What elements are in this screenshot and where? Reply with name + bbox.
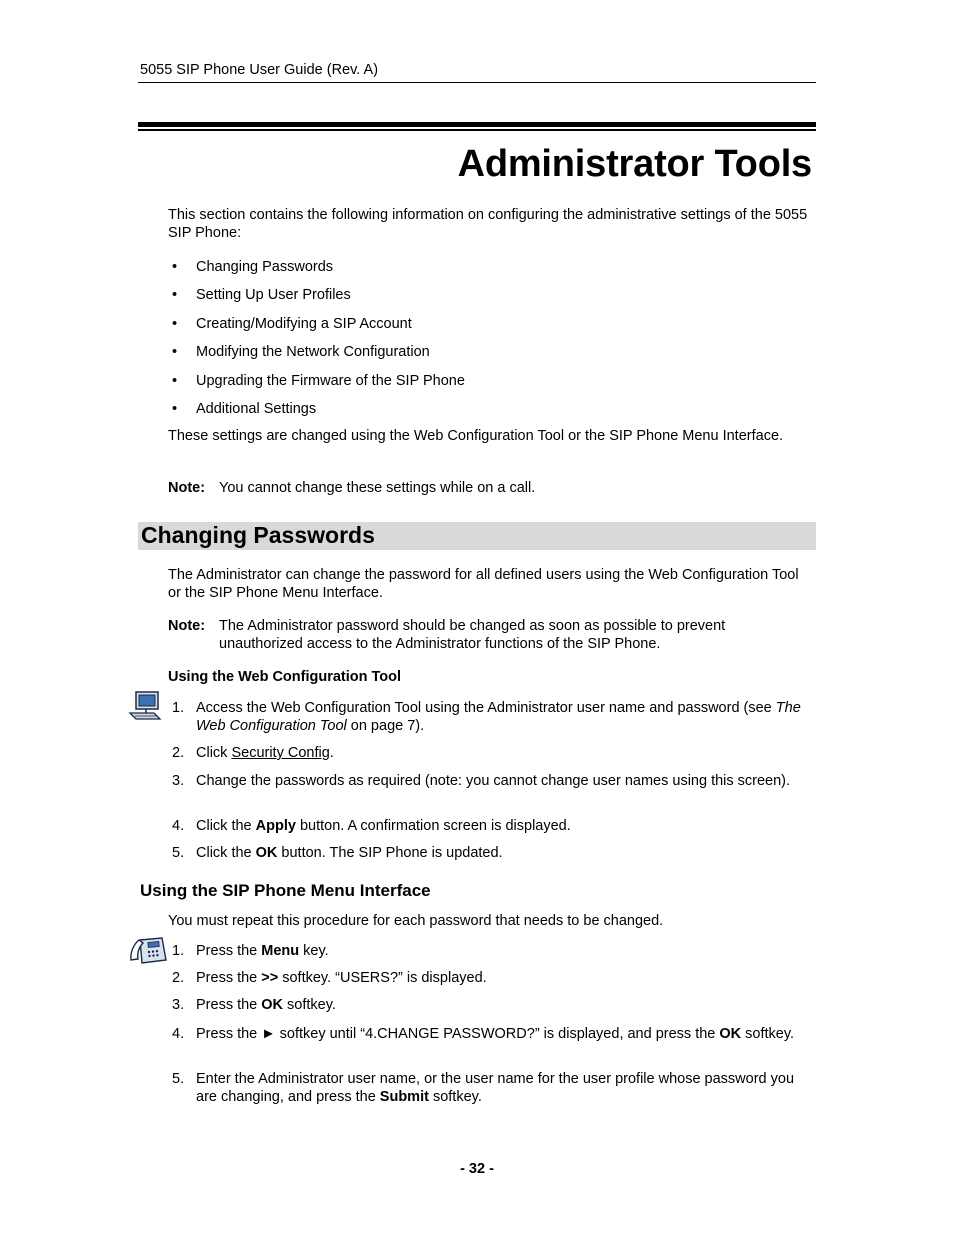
phone-icon: [128, 934, 168, 966]
list-item: • Additional Settings: [172, 400, 317, 417]
note-text: You cannot change these settings while on a call.: [219, 480, 536, 496]
note-label: Note:: [168, 480, 206, 496]
list-item: 4. Click the Apply button. A confirmation screen is displayed.: [172, 818, 571, 834]
note-password: [168, 617, 808, 653]
intro-paragraph: This section contains the following information on configuring the administrative settings of the 5055 SIP Phone:: [168, 207, 808, 241]
title-rule-thin: [138, 129, 816, 131]
list-item: 5. Click the OK button. The SIP Phone is updated.: [172, 845, 503, 861]
header-rule: [138, 82, 816, 83]
list-item: 4. Press the ► softkey until “4.CHANGE PASSWORD?” is displayed, and press the OK softkey.: [172, 1026, 795, 1042]
list-item: 2. Press the >> softkey. “USERS?” is displayed.: [172, 970, 487, 986]
section-intro: The Administrator can change the password for all defined users using the Web Configuration Tool or the SIP Phone Menu Interface.: [168, 567, 799, 601]
list-item: • Modifying the Network Configuration: [172, 344, 430, 361]
page-number: - 32 -: [460, 1161, 494, 1177]
list-item: 3. Press the OK softkey.: [172, 997, 336, 1013]
list-item: 2. Click Security Config.: [172, 745, 334, 761]
settings-paragraph: These settings are changed using the Web Configuration Tool or the SIP Phone Menu Interface.: [168, 428, 784, 444]
computer-icon: [128, 689, 162, 723]
list-item: • Setting Up User Profiles: [172, 287, 351, 304]
list-item: • Changing Passwords: [172, 259, 334, 275]
list-item: 5. Enter the Administrator user name, or the user name for the user profile whose password you are changing, and press the Submit softkey.: [172, 1071, 795, 1105]
web-tool-heading: Using the Web Configuration Tool: [168, 669, 402, 685]
note-text: The Administrator password should be changed as soon as possible to prevent unauthorized access to the Administrator functions of the SIP Phone.: [219, 618, 726, 652]
web-tool-steps: [172, 699, 817, 871]
menu-interface-heading: Using the SIP Phone Menu Interface: [140, 881, 431, 900]
menu-interface-intro: You must repeat this procedure for each password that needs to be changed.: [168, 913, 664, 929]
menu-interface-steps: [172, 942, 817, 1110]
list-item: 3. Change the passwords as required (note: you cannot change user names using this screen).: [172, 773, 791, 789]
note-label: Note:: [168, 618, 206, 634]
page-title: Administrator Tools: [457, 143, 812, 185]
note-settings: [168, 479, 808, 497]
list-item: • Creating/Modifying a SIP Account: [172, 315, 412, 332]
running-header: 5055 SIP Phone User Guide (Rev. A): [140, 62, 379, 78]
section-title: Changing Passwords: [141, 522, 375, 548]
list-item: 1. Press the Menu key.: [172, 943, 329, 959]
security-config-link[interactable]: Security Config: [231, 745, 330, 761]
list-item: • Upgrading the Firmware of the SIP Phone: [172, 372, 465, 389]
title-rule-thick: [138, 122, 816, 127]
list-item: 1. Access the Web Configuration Tool using the Administrator user name and password (see The Web Configuration Tool on page 7).: [172, 700, 801, 734]
topic-list: [172, 258, 465, 428]
